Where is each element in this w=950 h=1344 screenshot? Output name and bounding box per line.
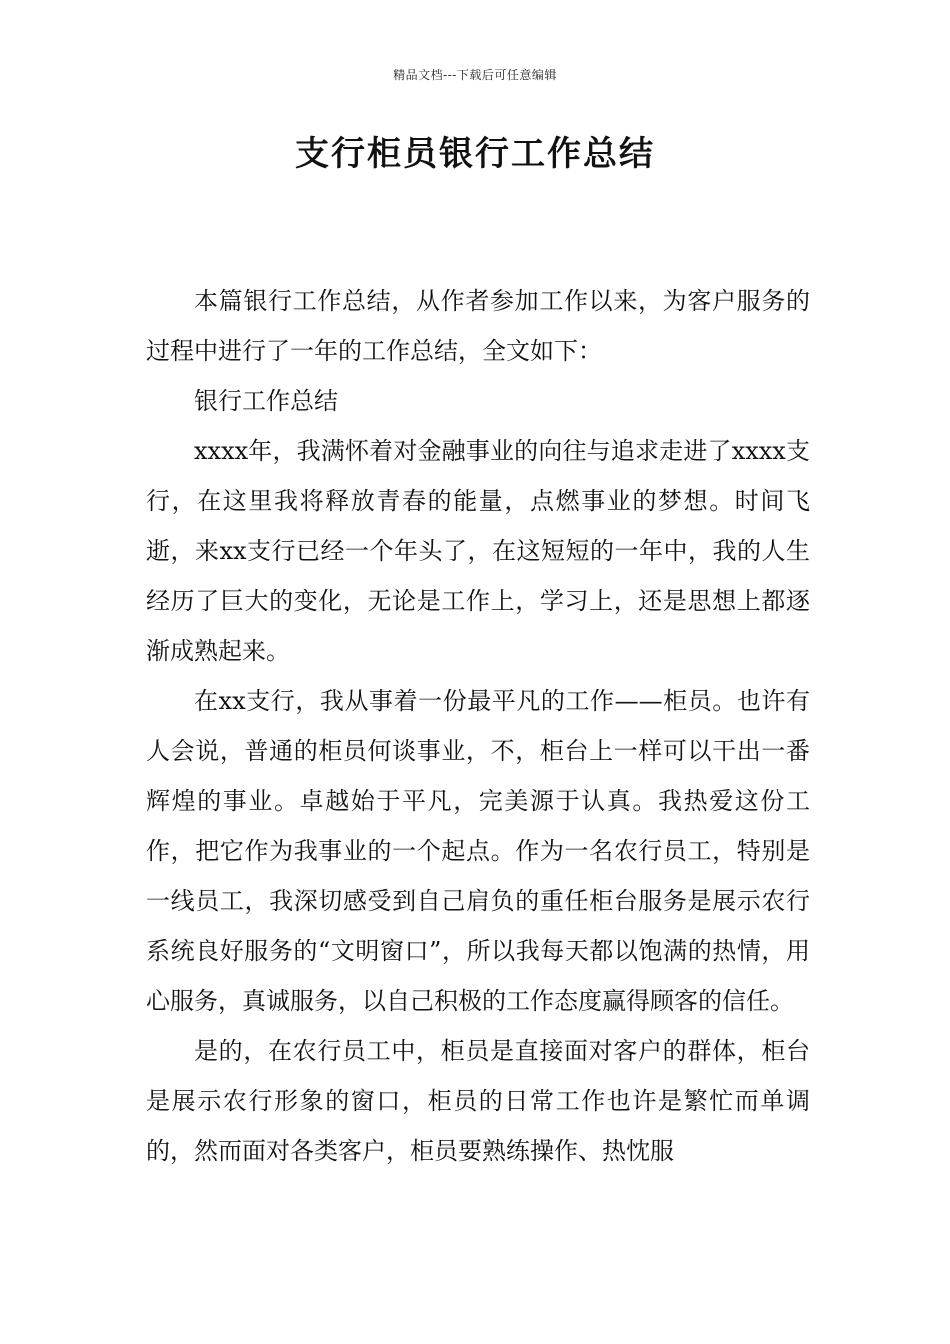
document-title: 支行柜员银行工作总结 [295,134,655,174]
section-heading: 银行工作总结 [194,387,338,415]
body-paragraph: 在xx支行，我从事着一份最平凡的工作——柜员。也许有人会说，普通的柜员何谈事业，不，柜台上一样可以干出一番辉煌的事业。卓越始于平凡，完美源于认真。我热爱这份工作，把它作为我事业的一个起点。作为一名农行员工，特别是一线员工，我深切感受到自己肩负的重任柜台服务是展示农行系统良好服务的“文明窗口”，所以我每天都以饱满的热情，用心服务，真诚服务，以自己积极的工作态度赢得顾客的信任。 [146,687,810,1015]
document-body [146,276,810,1176]
body-paragraph: xxxx年，我满怀着对金融事业的向往与追求走进了xxxx支行，在这里我将释放青春的能量，点燃事业的梦想。时间飞逝，来xx支行已经一个年头了，在这短短的一年中，我的人生经历了巨大的变化，无论是工作上，学习上，还是思想上都逐渐成熟起来。 [146,437,810,665]
intro-paragraph: 本篇银行工作总结，从作者参加工作以来，为客户服务的过程中进行了一年的工作总结，全文如下： [146,287,810,365]
header-note: 精品文档---下载后可任意编辑 [393,68,557,82]
body-paragraph: 是的，在农行员工中，柜员是直接面对客户的群体，柜台是展示农行形象的窗口，柜员的日常工作也许是繁忙而单调的，然而面对各类客户，柜员要熟练操作、热忱服 [146,1037,810,1165]
